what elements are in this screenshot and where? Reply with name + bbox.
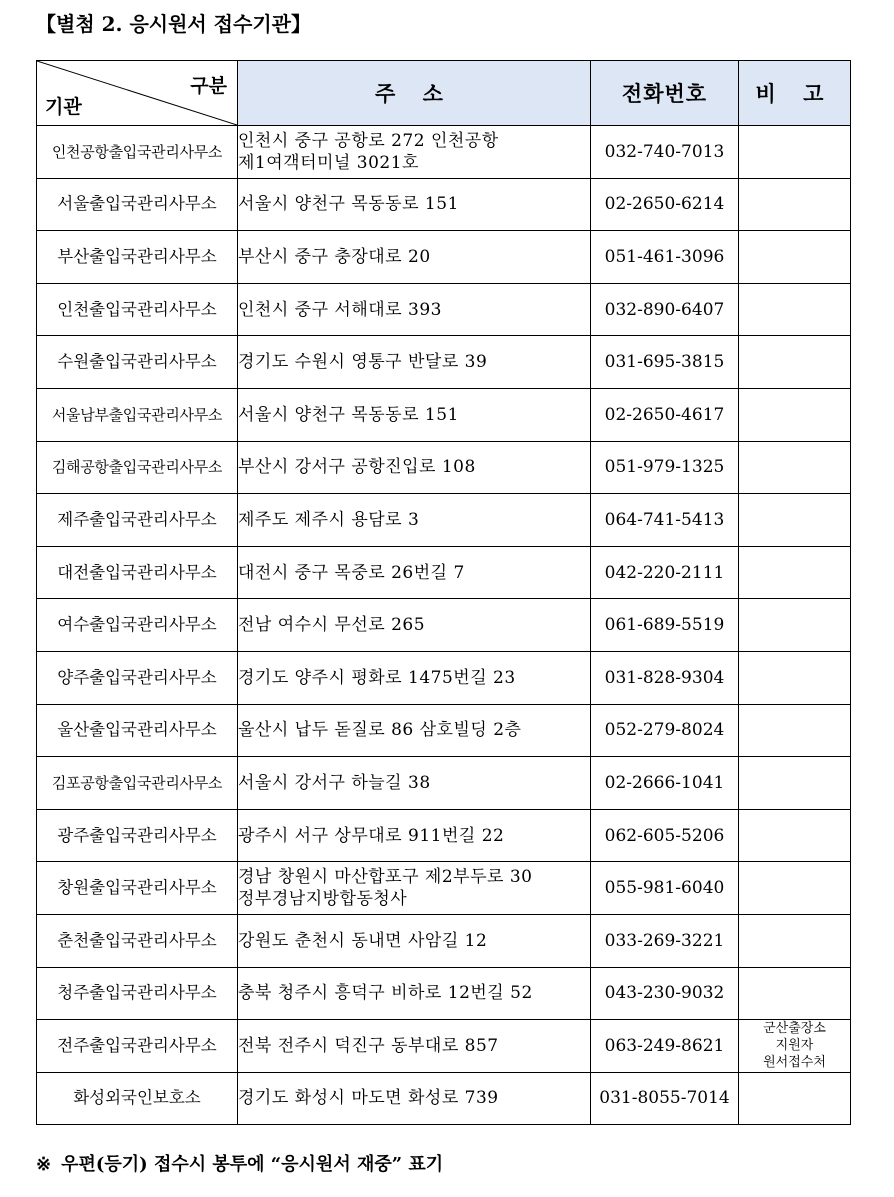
- note-cell: [739, 494, 851, 547]
- address-cell: [238, 1072, 591, 1125]
- phone-number: 02-2650-4617: [591, 388, 739, 441]
- agency-name: 김해공항출입국관리사무소: [37, 441, 238, 494]
- note-cell: [739, 441, 851, 494]
- note-cell: [739, 599, 851, 652]
- address-line: 서울시 양천구 목동동로 151: [238, 404, 459, 425]
- agency-label: 기관: [45, 96, 82, 118]
- agency-name: 청주출입국관리사무소: [37, 967, 238, 1020]
- table-row: [37, 651, 851, 704]
- table-row: [37, 862, 851, 915]
- phone-number: 032-890-6407: [591, 283, 739, 336]
- address-line: 경기도 양주시 평화로 1475번길 23: [238, 667, 516, 688]
- agency-name: 부산출입국관리사무소: [37, 231, 238, 284]
- table-row: [37, 546, 851, 599]
- note-cell: [739, 757, 851, 810]
- table-row: [37, 388, 851, 441]
- table-row: [37, 494, 851, 547]
- note-cell: [739, 388, 851, 441]
- address-cell: [238, 599, 591, 652]
- address-line: 경기도 화성시 마도면 화성로 739: [238, 1088, 499, 1109]
- address-cell: [238, 757, 591, 810]
- agency-name: 광주출입국관리사무소: [37, 809, 238, 862]
- agency-name: 여수출입국관리사무소: [37, 599, 238, 652]
- agency-name: 양주출입국관리사무소: [37, 651, 238, 704]
- address-line: 인천시 중구 서해대로 393: [238, 299, 442, 320]
- address-line: 대전시 중구 목중로 26번길 7: [238, 562, 465, 583]
- address-line: 전남 여수시 무선로 265: [238, 615, 426, 636]
- address-line: 충북 청주시 흥덕구 비하로 12번길 52: [238, 983, 533, 1004]
- agency-name: 대전출입국관리사무소: [37, 546, 238, 599]
- table-row: [37, 1020, 851, 1073]
- footer-note: [36, 1150, 443, 1176]
- agency-name: 춘천출입국관리사무소: [37, 914, 238, 967]
- table-row: [37, 283, 851, 336]
- phone-number: 031-8055-7014: [591, 1072, 739, 1125]
- address-line: 부산시 강서구 공항진입로 108: [238, 457, 476, 478]
- note-cell: [739, 178, 851, 231]
- address-line: 경기도 수원시 영통구 반달로 39: [238, 352, 488, 373]
- phone-number: 055-981-6040: [591, 862, 739, 915]
- phone-number: 02-2666-1041: [591, 757, 739, 810]
- address-line: 울산시 납두 돋질로 86 삼호빌딩 2층: [238, 720, 522, 741]
- table-row: [37, 967, 851, 1020]
- agency-table: [36, 60, 851, 1125]
- address-cell: [238, 651, 591, 704]
- note-cell: [739, 336, 851, 389]
- note-cell: [739, 1072, 851, 1125]
- address-cell: [238, 231, 591, 284]
- table-row: [37, 704, 851, 757]
- note-cell: [739, 914, 851, 967]
- agency-name: 인천출입국관리사무소: [37, 283, 238, 336]
- address-cell: [238, 441, 591, 494]
- address-line: 강원도 춘천시 동내면 사암길 12: [238, 930, 488, 951]
- table-row: [37, 1072, 851, 1125]
- agency-name: 화성외국인보호소: [37, 1072, 238, 1125]
- phone-number: 043-230-9032: [591, 967, 739, 1020]
- phone-number: 051-979-1325: [591, 441, 739, 494]
- agency-name: 김포공항출입국관리사무소: [37, 757, 238, 810]
- phone-number: 062-605-5206: [591, 809, 739, 862]
- note-cell: [739, 126, 851, 179]
- agency-name: 울산출입국관리사무소: [37, 704, 238, 757]
- address-cell: [238, 862, 591, 915]
- table-row: [37, 231, 851, 284]
- note-cell: [739, 231, 851, 284]
- table-header-row: [37, 61, 851, 126]
- page-title: 【별첨 2. 응시원서 접수기관】: [36, 12, 311, 36]
- note-header: 비 고: [739, 61, 851, 126]
- phone-number: 052-279-8024: [591, 704, 739, 757]
- phone-number: 061-689-5519: [591, 599, 739, 652]
- address-line: 서울시 강서구 하늘길 38: [238, 772, 431, 793]
- phone-number: 042-220-2111: [591, 546, 739, 599]
- phone-number: 031-828-9304: [591, 651, 739, 704]
- note-cell: [739, 546, 851, 599]
- address-cell: [238, 1020, 591, 1073]
- address-line: 전북 전주시 덕진구 동부대로 857: [238, 1035, 499, 1056]
- phone-number: 02-2650-6214: [591, 178, 739, 231]
- phone-number: 033-269-3221: [591, 914, 739, 967]
- table-row: [37, 599, 851, 652]
- phone-number: 032-740-7013: [591, 126, 739, 179]
- address-line-2: 정부경남지방합동청사: [238, 889, 408, 910]
- address-cell: [238, 494, 591, 547]
- note-cell: 군산출장소 지원자 원서접수처: [739, 1020, 851, 1073]
- address-line: 부산시 중구 충장대로 20: [238, 246, 431, 267]
- table-row: [37, 914, 851, 967]
- category-label: 구분: [190, 75, 227, 97]
- agency-name: 수원출입국관리사무소: [37, 336, 238, 389]
- address-header: 주 소: [238, 61, 591, 126]
- address-cell: [238, 914, 591, 967]
- note-cell: [739, 283, 851, 336]
- table-row: [37, 809, 851, 862]
- agency-name: 서울출입국관리사무소: [37, 178, 238, 231]
- address-line: 서울시 양천구 목동동로 151: [238, 194, 459, 215]
- footer-text: 우편(등기) 접수시 봉투에 “응시원서 재중” 표기: [61, 1154, 444, 1175]
- note-cell: [739, 809, 851, 862]
- agency-name: 제주출입국관리사무소: [37, 494, 238, 547]
- corner-header-cell: [37, 61, 238, 126]
- phone-number: 051-461-3096: [591, 231, 739, 284]
- table-row: [37, 126, 851, 179]
- reference-mark-icon: ※: [36, 1154, 52, 1175]
- address-cell: [238, 126, 591, 179]
- address-cell: [238, 336, 591, 389]
- agency-name: 서울남부출입국관리사무소: [37, 388, 238, 441]
- phone-number: 064-741-5413: [591, 494, 739, 547]
- note-cell: [739, 651, 851, 704]
- agency-name: 인천공항출입국관리사무소: [37, 126, 238, 179]
- table-row: [37, 178, 851, 231]
- table-row: [37, 336, 851, 389]
- table-row: [37, 441, 851, 494]
- note-cell: [739, 862, 851, 915]
- table-row: [37, 757, 851, 810]
- address-cell: [238, 283, 591, 336]
- address-line: 광주시 서구 상무대로 911번길 22: [238, 825, 505, 846]
- address-cell: [238, 704, 591, 757]
- phone-number: 063-249-8621: [591, 1020, 739, 1073]
- agency-name: 전주출입국관리사무소: [37, 1020, 238, 1073]
- note-cell: [739, 967, 851, 1020]
- phone-number: 031-695-3815: [591, 336, 739, 389]
- address-cell: [238, 546, 591, 599]
- phone-header: 전화번호: [591, 61, 739, 126]
- note-cell: [739, 704, 851, 757]
- address-cell: [238, 967, 591, 1020]
- address-line: 제주도 제주시 용담로 3: [238, 509, 420, 530]
- address-cell: [238, 809, 591, 862]
- address-line-2: 제1여객터미널 3021호: [238, 152, 419, 173]
- table-body: [37, 126, 851, 1125]
- address-line: 경남 창원시 마산합포구 제2부두로 30: [238, 867, 533, 888]
- agency-name: 창원출입국관리사무소: [37, 862, 238, 915]
- address-cell: [238, 178, 591, 231]
- address-cell: [238, 388, 591, 441]
- address-line: 인천시 중구 공항로 272 인천공항: [238, 130, 499, 151]
